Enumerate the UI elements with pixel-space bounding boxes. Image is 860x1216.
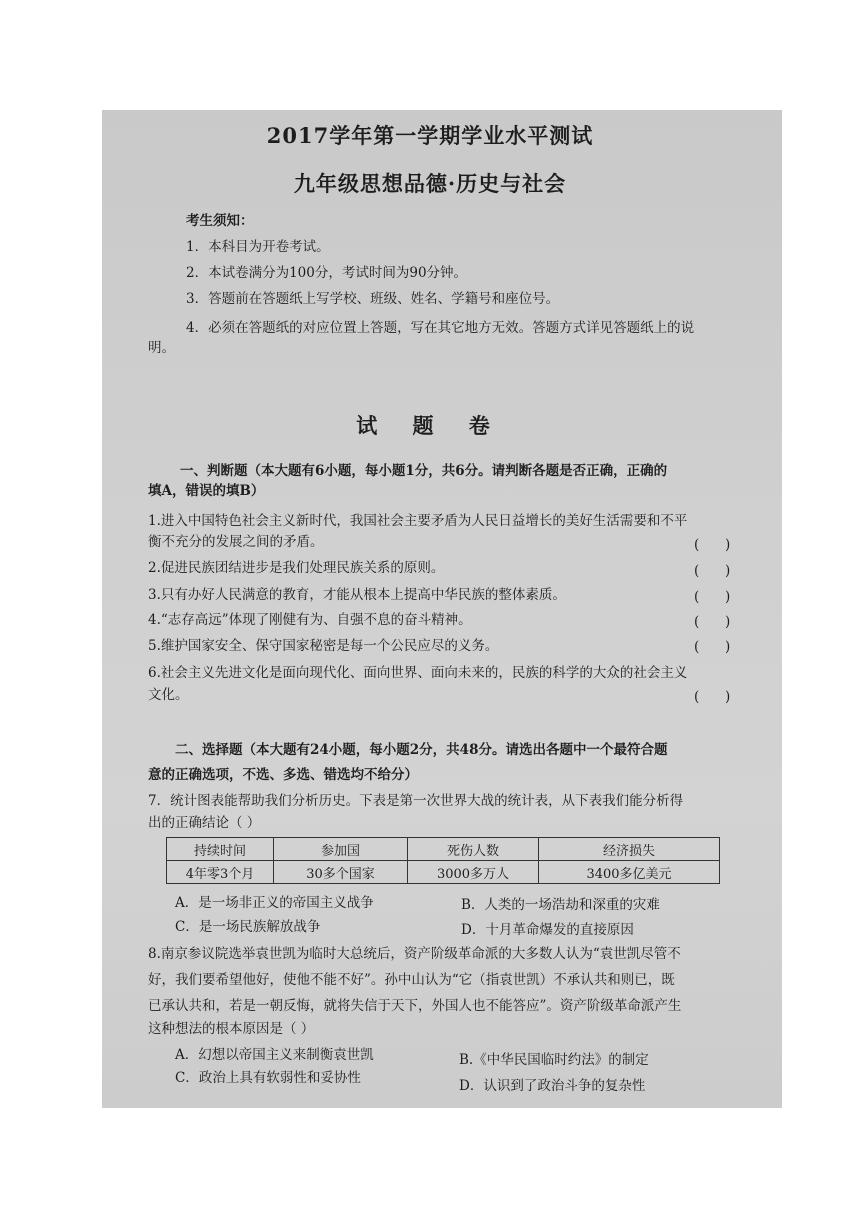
question-6: 6.社会主义先进文化是面向现代化、面向世界、面向未来的，民族的科学的大众的社会主义 [148,665,688,681]
table-header: 经济损失 [539,838,720,861]
q7-option-c: C．是一场民族解放战争 [175,919,321,935]
question-3: 3.只有办好人民满意的教育，才能从根本上提高中华民族的整体素质。 [148,587,566,603]
ww1-statistics-table [166,837,720,884]
exam-subtitle: 九年级思想品德·历史与社会 [293,171,567,196]
question-1: 1.进入中国特色社会主义新时代，我国社会主要矛盾为人民日益增长的美好生活需要和不平 [148,513,688,529]
answer-blank-1: ( ) [694,537,731,553]
table-header: 死伤人数 [408,838,539,861]
answer-blank-4: ( ) [694,614,731,630]
part2-heading: 二、选择题（本大题有24小题，每小题2分，共48分。请选出各题中一个最符合题 [175,742,668,758]
answer-blank-5: ( ) [694,639,731,655]
q8-option-b: B.《中华民国临时约法》的制定 [459,1052,649,1068]
table-cell: 3400多亿美元 [539,861,720,884]
q7-option-b: B．人类的一场浩劫和深重的灾难 [461,897,660,913]
section-title: 试 题 卷 [356,413,504,438]
notice-item-4-cont: 明。 [148,340,175,356]
table-cell: 30多个国家 [274,861,408,884]
part1-heading-cont: 填A，错误的填B） [148,483,265,499]
exam-title: 2017学年第一学期学业水平测试 [266,123,594,148]
question-8-cont-3: 这种想法的根本原因是（ ） [148,1021,315,1037]
part1-heading: 一、判断题（本大题有6小题，每小题1分，共6分。请判断各题是否正确，正确的 [180,463,668,479]
table-cell: 3000多万人 [408,861,539,884]
table-header: 持续时间 [167,838,274,861]
table-row [167,861,720,884]
notice-heading: 考生须知： [186,213,254,229]
q8-option-d: D．认识到了政治斗争的复杂性 [459,1078,646,1094]
answer-blank-6: ( ) [694,689,731,705]
answer-blank-3: ( ) [694,589,731,605]
table-header: 参加国 [274,838,408,861]
question-8: 8.南京参议院选举袁世凯为临时大总统后，资产阶级革命派的大多数人认为“袁世凯尽管不 [148,946,681,962]
question-4: 4.“志存高远”体现了刚健有为、自强不息的奋斗精神。 [148,612,472,628]
question-5: 5.维护国家安全、保守国家秘密是每一个公民应尽的义务。 [148,638,499,654]
table-header-row [167,838,720,861]
q7-option-a: A．是一场非正义的帝国主义战争 [175,895,374,911]
question-8-cont-2: 已承认共和，若是一朝反悔，就将失信于天下，外国人也不能答应”。资产阶级革命派产生 [148,998,682,1014]
answer-blank-2: ( ) [694,563,731,579]
q7-option-d: D．十月革命爆发的直接原因 [461,922,634,938]
question-7-cont: 出的正确结论（ ） [148,815,261,831]
question-7: 7．统计图表能帮助我们分析历史。下表是第一次世界大战的统计表，从下表我们能分析得 [148,793,684,809]
notice-item-3: 3．答题前在答题纸上写学校、班级、姓名、学籍号和座位号。 [186,291,560,307]
notice-item-4: 4．必须在答题纸的对应位置上答题，写在其它地方无效。答题方式详见答题纸上的说 [186,320,695,336]
notice-item-1: 1．本科目为开卷考试。 [186,239,330,255]
question-2: 2.促进民族团结进步是我们处理民族关系的原则。 [148,560,445,576]
q8-option-a: A．幻想以帝国主义来制衡袁世凯 [175,1047,374,1063]
question-8-cont-1: 好，我们要希望他好，使他不能不好”。孙中山认为“它（指袁世凯）不承认共和则已，既 [148,972,675,988]
table-cell: 4年零3个月 [167,861,274,884]
notice-item-2: 2．本试卷满分为100分，考试时间为90分钟。 [186,265,468,281]
question-6-cont: 文化。 [148,687,189,703]
part2-heading-cont: 意的正确选项，不选、多选、错选均不给分） [148,767,418,783]
question-1-cont: 衡不充分的发展之间的矛盾。 [148,534,324,550]
q8-option-c: C．政治上具有软弱性和妥协性 [175,1070,361,1086]
